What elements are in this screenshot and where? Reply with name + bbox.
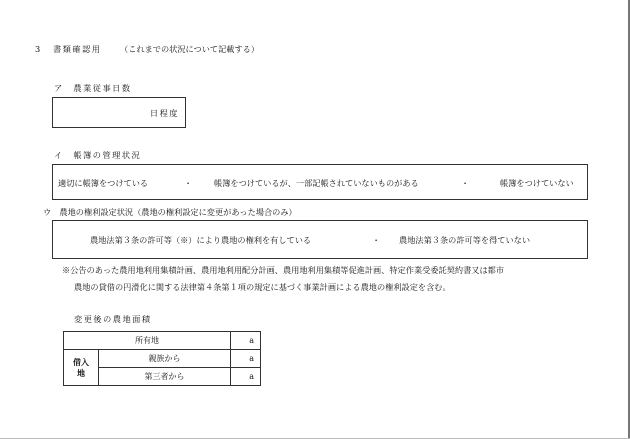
farm-work-days-suffix: 日程度 (149, 108, 179, 118)
section-note: （これまでの状況について記載する） (120, 44, 260, 54)
farm-work-days-label: ア 農業従事日数 (54, 83, 132, 93)
area-row-relatives (64, 350, 261, 368)
bookkeeping-label: イ 帳簿の管理状況 (54, 150, 142, 160)
leased-label: 借入地 (64, 350, 99, 386)
land-rights-footnote-line1: ※公告のあった農用地利用集積計画、農用地利用配分計画、農用地利用集積等促進計画、特定作業受委託契約書又は都市 (62, 265, 505, 275)
area-table-title: 変更後の農地面積 (74, 314, 152, 324)
land-rights-option-not-permitted[interactable]: 農地法第３条の許可等を得ていない (399, 235, 531, 245)
land-rights-footnote-line2: 農地の貸借の円滑化に関する法律第４条第１項の規定に基づく事業計画による農地の権利設定を含む。 (74, 282, 451, 292)
farm-work-days-field[interactable] (52, 97, 186, 128)
bookkeeping-option-partial[interactable]: 帳簿をつけているが、一部記帳されていないものがある (214, 178, 419, 188)
bookkeeping-separator-2: ・ (461, 178, 470, 188)
land-rights-option-permitted[interactable]: 農地法第３条の許可等（※）により農地の権利を有している (90, 235, 312, 245)
land-rights-separator: ・ (372, 235, 381, 245)
land-rights-label: ウ 農地の権利設定状況（農地の権利設定に変更があった場合のみ） (43, 207, 297, 217)
from-third-party-value[interactable]: a (230, 368, 260, 386)
bookkeeping-option-none[interactable]: 帳簿をつけていない (500, 178, 574, 188)
bookkeeping-option-proper[interactable]: 適切に帳簿をつけている (58, 178, 149, 188)
farmland-area-table (63, 331, 261, 386)
bookkeeping-options-box (52, 164, 588, 200)
land-rights-options-box (52, 220, 588, 259)
from-relatives-label: 親族から (99, 350, 231, 368)
bookkeeping-separator-1: ・ (184, 178, 193, 188)
section-number: 3 (35, 44, 41, 54)
from-relatives-value[interactable]: a (230, 350, 260, 368)
section-title: 書類確認用 (53, 44, 102, 54)
owned-value[interactable]: a (230, 332, 260, 350)
area-row-owned (64, 332, 261, 350)
from-third-party-label: 第三者から (99, 368, 231, 386)
owned-label: 所有地 (64, 332, 231, 350)
